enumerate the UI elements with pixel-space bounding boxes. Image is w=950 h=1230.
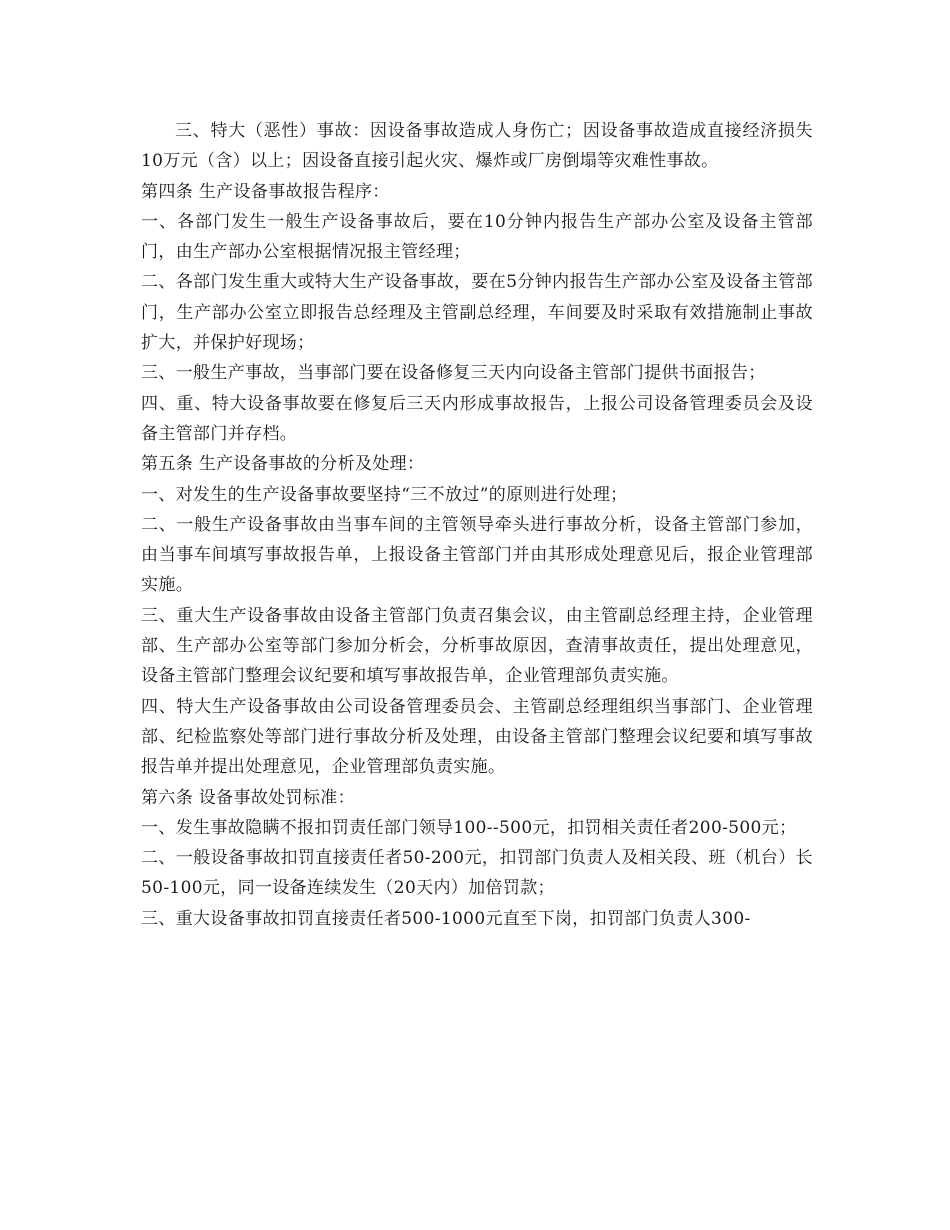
paragraph-analysis-principle: 一、对发生的生产设备事故要坚持“三不放过”的原则进行处理； [141, 484, 628, 505]
paragraph-penalty-major: 三、重大设备事故扣罚直接责任者500-1000元直至下岗，扣罚部门负责人300- [141, 908, 751, 929]
paragraph-catastrophic-accident-definition: 三、特大（恶性）事故：因设备事故造成人身伤亡；因设备事故造成直接经济损失10万元（含）以上；因设备直接引起火灾、爆炸或厂房倒塌等灾难性事故。 [141, 121, 813, 172]
article-4-heading: 第四条 生产设备事故报告程序： [141, 181, 390, 202]
document-body [141, 116, 813, 934]
paragraph-report-major: 二、各部门发生重大或特大生产设备事故，要在5分钟内报告生产部办公室及设备主管部门，生产部办公室立即报告总经理及主管副总经理，车间要及时采取有效措施制止事故扩大，并保护好现场； [141, 272, 813, 354]
article-6-heading: 第六条 设备事故处罚标准： [141, 787, 355, 808]
paragraph-penalty-concealment: 一、发生事故隐瞒不报扣罚责任部门领导100--500元，扣罚相关责任者200-500元； [141, 817, 797, 838]
paragraph-analysis-major: 三、重大生产设备事故由设备主管部门负责召集会议，由主管副总经理主持，企业管理部、生产部办公室等部门参加分析会，分析事故原因，查清事故责任，提出处理意见，设备主管部门整理会议纪要和填写事故报告单，企业管理部负责实施。 [141, 605, 813, 687]
paragraph-penalty-general: 二、一般设备事故扣罚直接责任者50-200元，扣罚部门负责人及相关段、班（机台）长50-100元，同一设备连续发生（20天内）加倍罚款； [141, 848, 813, 899]
paragraph-report-general: 一、各部门发生一般生产设备事故后，要在10分钟内报告生产部办公室及设备主管部门，由生产部办公室根据情况报主管经理； [141, 211, 813, 263]
paragraph-report-archive: 四、重、特大设备事故要在修复后三天内形成事故报告，上报公司设备管理委员会及设备主管部门并存档。 [141, 393, 813, 444]
article-5-heading: 第五条 生产设备事故的分析及处理： [141, 454, 425, 475]
paragraph-analysis-catastrophic: 四、特大生产设备事故由公司设备管理委员会、主管副总经理组织当事部门、企业管理部、纪检监察处等部门进行事故分析及处理，由设备主管部门整理会议纪要和填写事故报告单并提出处理意见，企业管理部负责实施。 [141, 696, 813, 778]
paragraph-analysis-general: 二、一般生产设备事故由当事车间的主管领导牵头进行事故分析，设备主管部门参加，由当事车间填写事故报告单，上报设备主管部门并由其形成处理意见后，报企业管理部实施。 [141, 514, 813, 596]
paragraph-report-written: 三、一般生产事故，当事部门要在设备修复三天内向设备主管部门提供书面报告； [141, 363, 766, 384]
